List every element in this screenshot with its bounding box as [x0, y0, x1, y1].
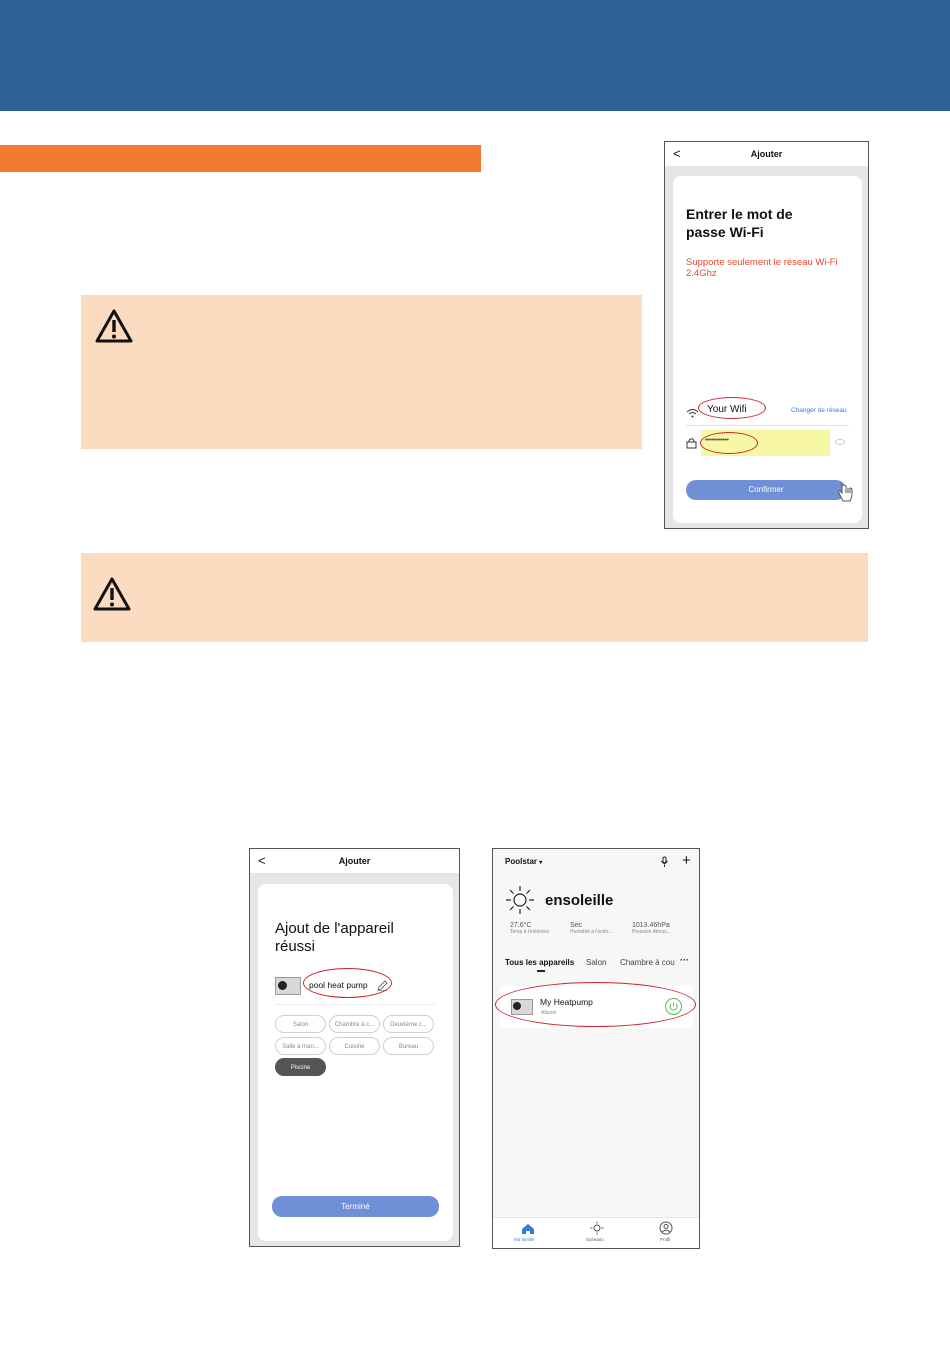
stat-label: Temp à l'extérieur [510, 929, 550, 935]
stat-label: Pression Atmos... [632, 929, 671, 935]
stat-value: 1013.46hPa [632, 922, 670, 929]
wifi-note: Supporte seulement le réseau Wi-Fi 2.4Ghz [686, 257, 838, 279]
room-chip[interactable]: Salon [275, 1015, 326, 1033]
wifi-name: Your Wifi [707, 404, 747, 415]
warning-icon [92, 576, 132, 612]
nav-label-family[interactable]: Ma famille [514, 1237, 535, 1242]
lock-icon [686, 436, 697, 454]
screen-header [665, 142, 868, 166]
chevron-down-icon: ▾ [539, 860, 543, 866]
eye-icon[interactable] [835, 439, 845, 445]
wifi-password-screenshot [664, 141, 869, 529]
stat-block [510, 922, 549, 935]
wifi-heading: Entrer le mot de passe Wi-Fi [686, 206, 793, 240]
wifi-name-highlight [698, 397, 766, 419]
success-card [258, 884, 453, 1241]
family-selector[interactable] [505, 857, 542, 866]
warning-box-1 [81, 295, 642, 449]
device-highlight [495, 982, 696, 1027]
done-button[interactable]: Terminé [272, 1196, 439, 1217]
device-thumbnail [275, 977, 301, 995]
top-banner [0, 0, 950, 111]
success-heading: Ajout de l'appareil réussi [275, 920, 394, 955]
device-name: My Heatpump [540, 997, 593, 1007]
room-chip[interactable]: Salle à man... [275, 1037, 326, 1055]
room-chip[interactable]: Chambre à c... [329, 1015, 380, 1033]
tab-bedroom[interactable]: Chambre à cou [620, 958, 675, 967]
home-screenshot [492, 848, 700, 1249]
back-icon[interactable]: < [673, 146, 681, 161]
stat-block [632, 922, 671, 935]
stat-label: Humidité à l'extér... [570, 929, 613, 935]
device-added-screenshot [249, 848, 460, 1247]
more-icon[interactable]: ··· [680, 955, 689, 965]
sun-icon [505, 885, 535, 920]
nav-label-scenario[interactable]: Scénario [586, 1237, 604, 1242]
room-chip-selected[interactable]: Piscine [275, 1058, 326, 1076]
screen-header [250, 849, 459, 873]
weather-label: ensoleille [545, 892, 614, 909]
hand-cursor-icon [837, 481, 853, 508]
family-name: Poolstar [505, 857, 538, 866]
nav-label-profile[interactable]: Profil [660, 1237, 671, 1242]
device-name-highlight [303, 968, 392, 998]
section-title-bar [0, 145, 481, 172]
stat-value: Sec [570, 922, 583, 929]
room-chip[interactable]: Deuxième c... [383, 1015, 434, 1033]
back-icon[interactable]: < [258, 853, 266, 868]
password-value: •••••••••••• [705, 437, 729, 444]
password-highlight [700, 432, 758, 454]
divider [275, 1004, 435, 1005]
stat-block [570, 922, 612, 935]
microphone-icon[interactable] [660, 855, 669, 873]
room-chip[interactable]: Cuisine [329, 1037, 380, 1055]
add-icon[interactable]: + [682, 852, 691, 869]
device-name[interactable]: pool heat pump [309, 980, 368, 990]
screen-title: Ajouter [750, 149, 783, 159]
tab-salon[interactable]: Salon [586, 958, 607, 967]
screen-title: Ajouter [338, 856, 371, 866]
room-chip[interactable]: Bureau [383, 1037, 434, 1055]
wifi-card [673, 176, 862, 523]
warning-box-2 [81, 553, 868, 642]
change-network-link[interactable]: Changer de réseau [791, 407, 847, 414]
tab-all-devices[interactable]: Tous les appareils [505, 958, 575, 967]
stat-value: 27.6°C [510, 922, 532, 929]
bottom-nav [493, 1217, 699, 1249]
divider [686, 425, 849, 426]
warning-icon [94, 308, 134, 344]
confirm-button[interactable]: Confirmer [686, 480, 846, 500]
tab-active-underline [537, 970, 545, 972]
device-status: Allumé [541, 1010, 557, 1016]
